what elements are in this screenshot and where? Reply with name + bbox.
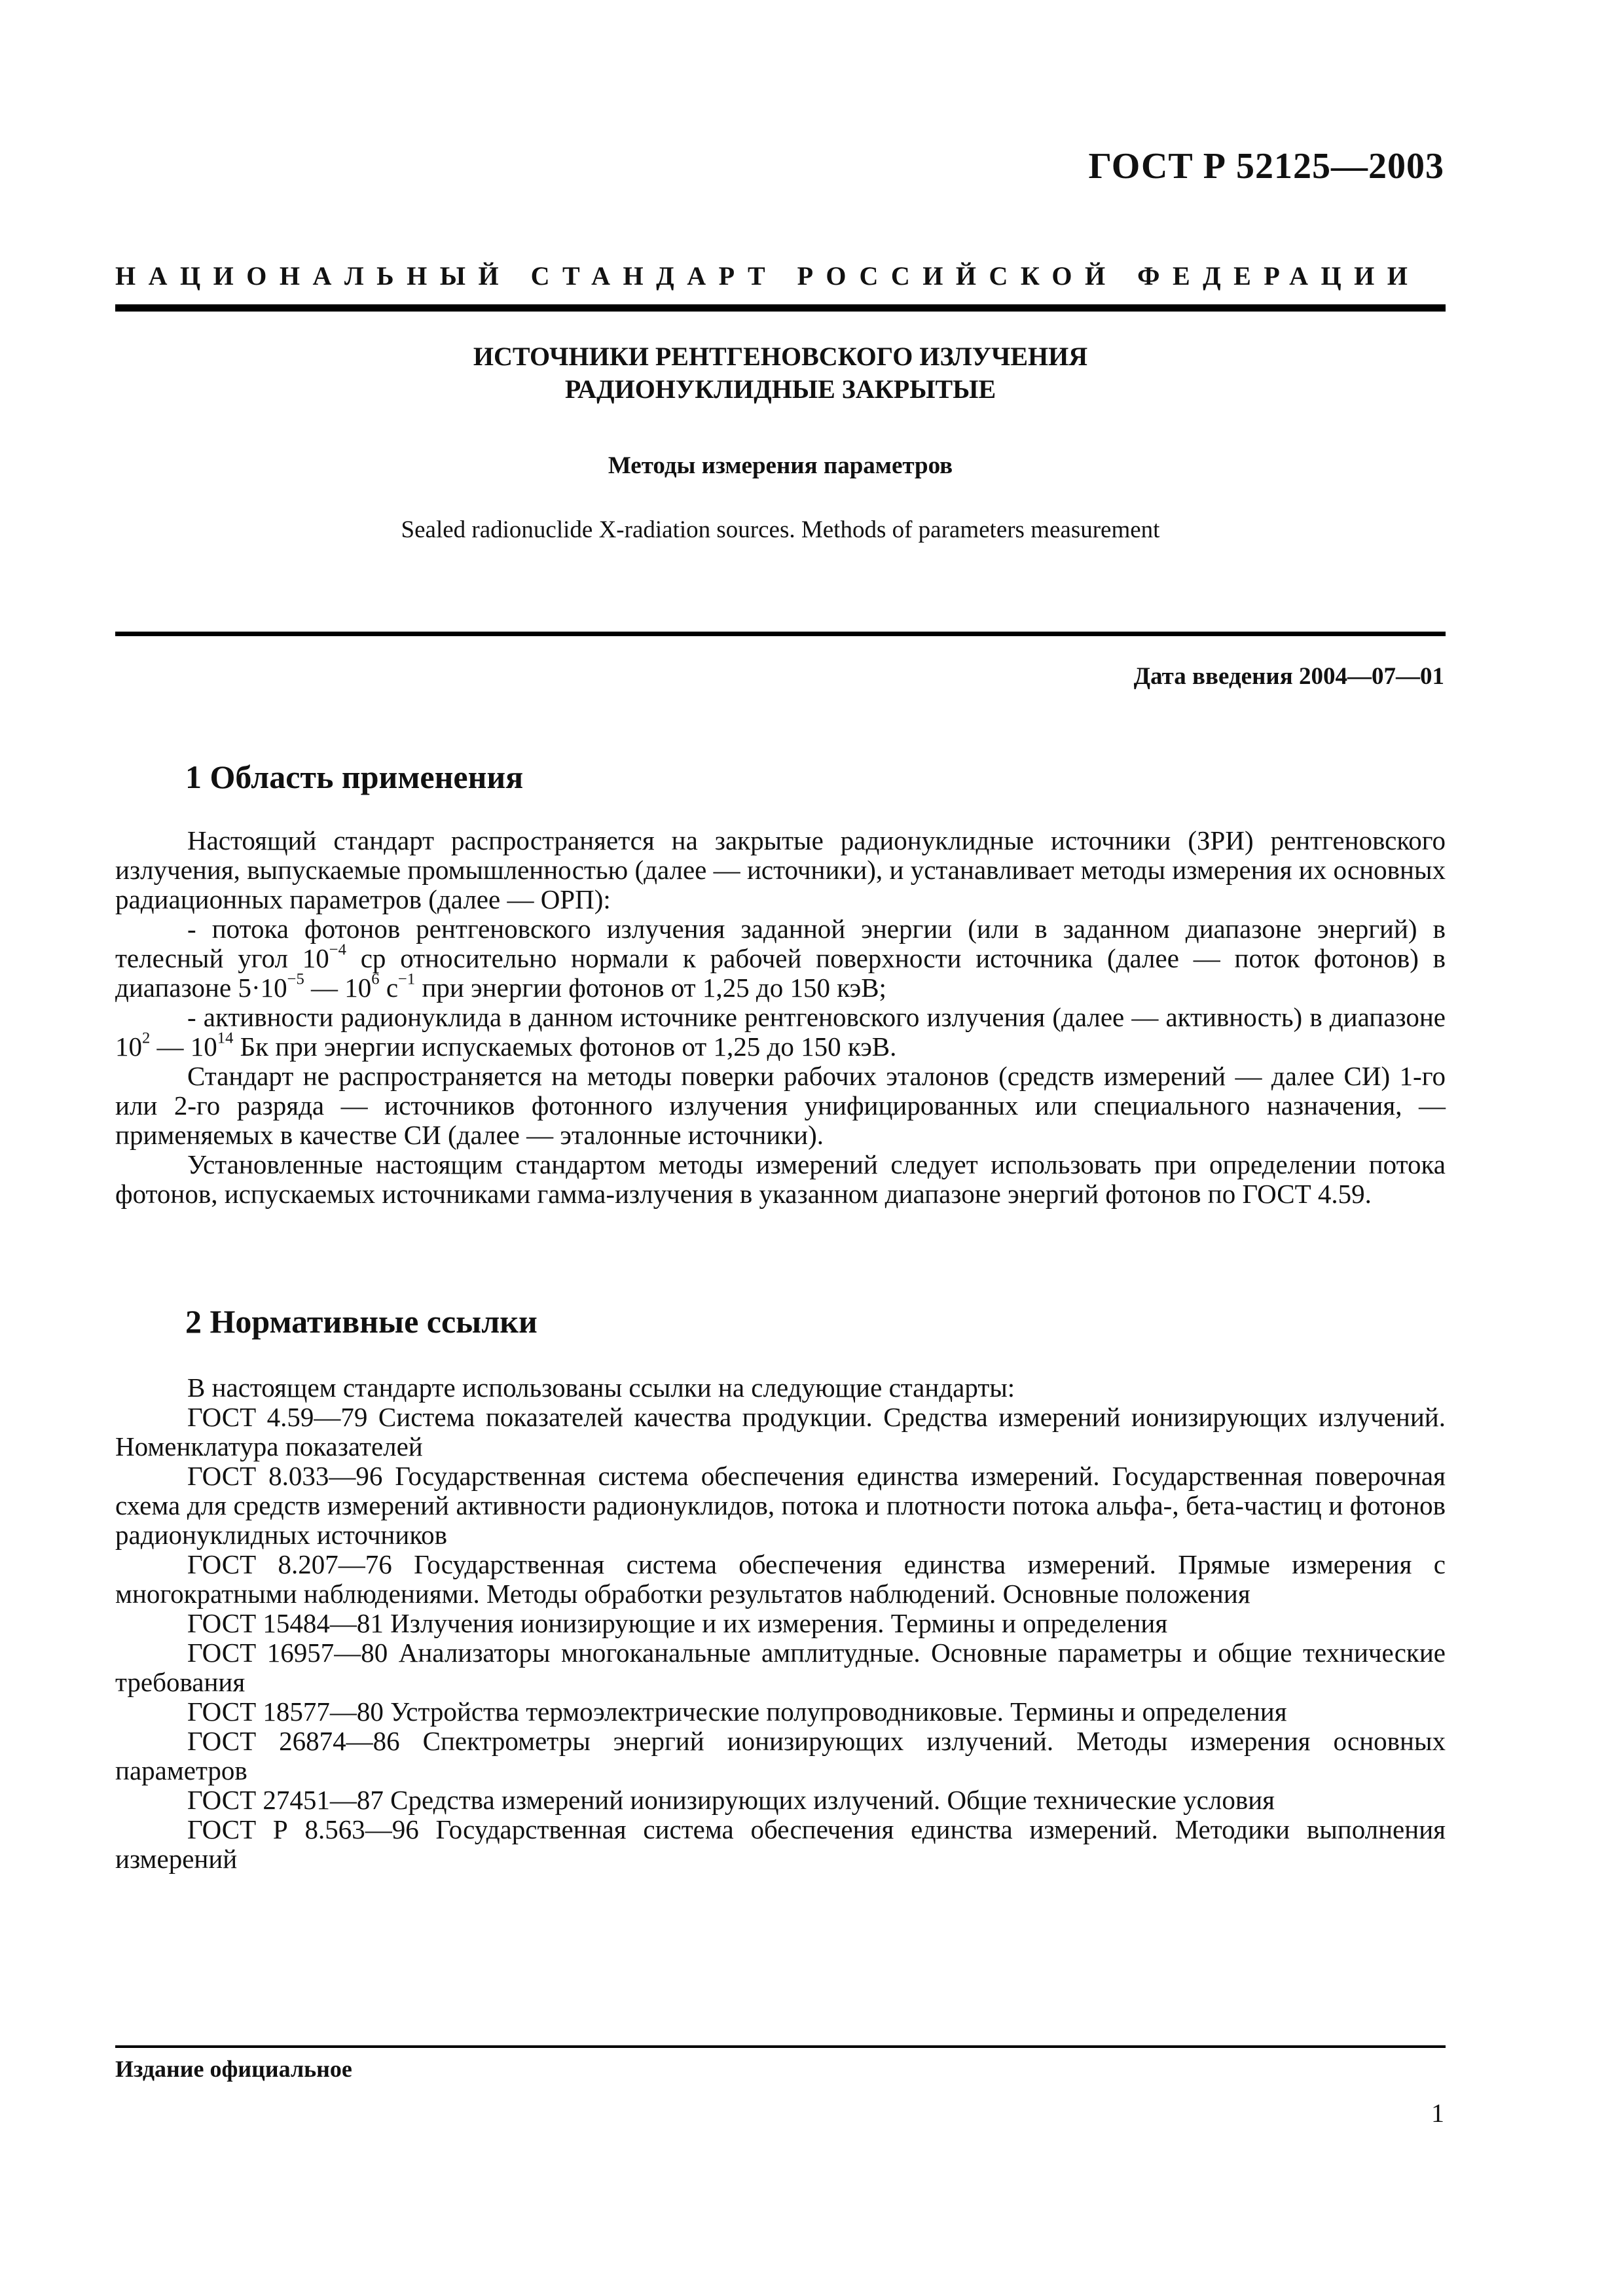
national-standard-title: НАЦИОНАЛЬНЫЙ СТАНДАРТ РОССИЙСКОЙ ФЕДЕРАЦИИ [115,261,1421,291]
official-edition-label: Издание официальное [115,2056,352,2082]
footer-rule [115,2045,1446,2048]
reference-item: ГОСТ 27451—87 Средства измерений ионизирующих излучений. Общие технические условия [187,1785,1275,1815]
section-1-heading: 1 Область применения [185,759,524,795]
section-2-heading: 2 Нормативные ссылки [185,1303,538,1340]
title-line-1: ИСТОЧНИКИ РЕНТГЕНОВСКОГО ИЗЛУЧЕНИЯ [473,342,1088,371]
section-2-intro: В настоящем стандарте использованы ссылки на следующие стандарты: [187,1372,1015,1403]
page-number: 1 [1431,2098,1444,2128]
section-2-body [115,1373,1446,1874]
title-line-2: РАДИОНУКЛИДНЫЕ ЗАКРЫТЫЕ [564,374,996,404]
section-1-item-activity: - активности радионуклида в данном источнике рентгеновского излучения (далее — активность) в диапазоне $10^2$ — $10^{14}$ Бк при энергии испускаемых фотонов от 1,25 до 150 кэВ. [115,1002,1446,1062]
english-title: Sealed radionuclide X-radiation sources. Methods of parameters measurement [401,516,1160,543]
header-rule [115,304,1446,312]
reference-item: ГОСТ 8.033—96 Государственная система обеспечения единства измерений. Государственная поверочная схема для средств измерений активности радионуклидов, потока и плотности потока альфа-, бета-частиц и фотонов радионуклидных источников [115,1461,1446,1550]
section-1-paragraph: Стандарт не распространяется на методы поверки рабочих эталонов (средств измерений — далее СИ) 1-го или 2-го разряда — источников фотонного излучения унифицированных или специального назначения, — применяемых в качестве СИ (далее — эталонные источники). [115,1061,1446,1150]
reference-item: ГОСТ 15484—81 Излучения ионизирующие и их измерения. Термины и определения [187,1608,1168,1638]
introduction-date: Дата введения 2004—07—01 [1133,663,1444,690]
section-1-paragraph: Установленные настоящим стандартом методы измерений следует использовать при определении потока фотонов, испускаемых источниками гамма-излучения в указанном диапазоне энергий фотонов по ГОСТ 4.59. [115,1149,1446,1209]
document-subtitle: Методы измерения параметров [608,452,953,479]
reference-item: ГОСТ Р 8.563—96 Государственная система обеспечения единства измерений. Методики выполнения измерений [115,1814,1446,1874]
reference-item: ГОСТ 4.59—79 Система показателей качества продукции. Средства измерений ионизирующих излучений. Номенклатура показателей [115,1402,1446,1462]
document-title [115,340,1446,406]
title-rule [115,632,1446,636]
reference-item: ГОСТ 18577—80 Устройства термоэлектрические полупроводниковые. Термины и определения [187,1696,1287,1727]
reference-item: ГОСТ 8.207—76 Государственная система обеспечения единства измерений. Прямые измерения с многократными наблюдениями. Методы обработки результатов наблюдений. Основные положения [115,1549,1446,1609]
reference-item: ГОСТ 26874—86 Спектрометры энергий ионизирующих излучений. Методы измерения основных параметров [115,1726,1446,1785]
section-1-paragraph: Настоящий стандарт распространяется на закрытые радионуклидные источники (ЗРИ) рентгеновского излучения, выпускаемые промышленностью (далее — источники), и устанавливает методы измерения их основных радиационных параметров (далее — ОРП): [115,825,1446,914]
section-1-body [115,826,1446,1209]
section-1-item-photon-flux: - потока фотонов рентгеновского излучения заданной энергии (или в заданном диапазоне энергий) в телесный угол $10^{-4}$ ср относительно нормали к рабочей поверхности источника (далее — поток фотонов) в диапазоне $5\cdot 10^{-5}$ — $10^6$ $с^{-1}$ при энергии фотонов от 1,25 до 150 кэВ; [115,914,1446,1003]
reference-item: ГОСТ 16957—80 Анализаторы многоканальные амплитудные. Основные параметры и общие технические требования [115,1638,1446,1697]
gost-number: ГОСТ Р 52125—2003 [1088,146,1444,187]
